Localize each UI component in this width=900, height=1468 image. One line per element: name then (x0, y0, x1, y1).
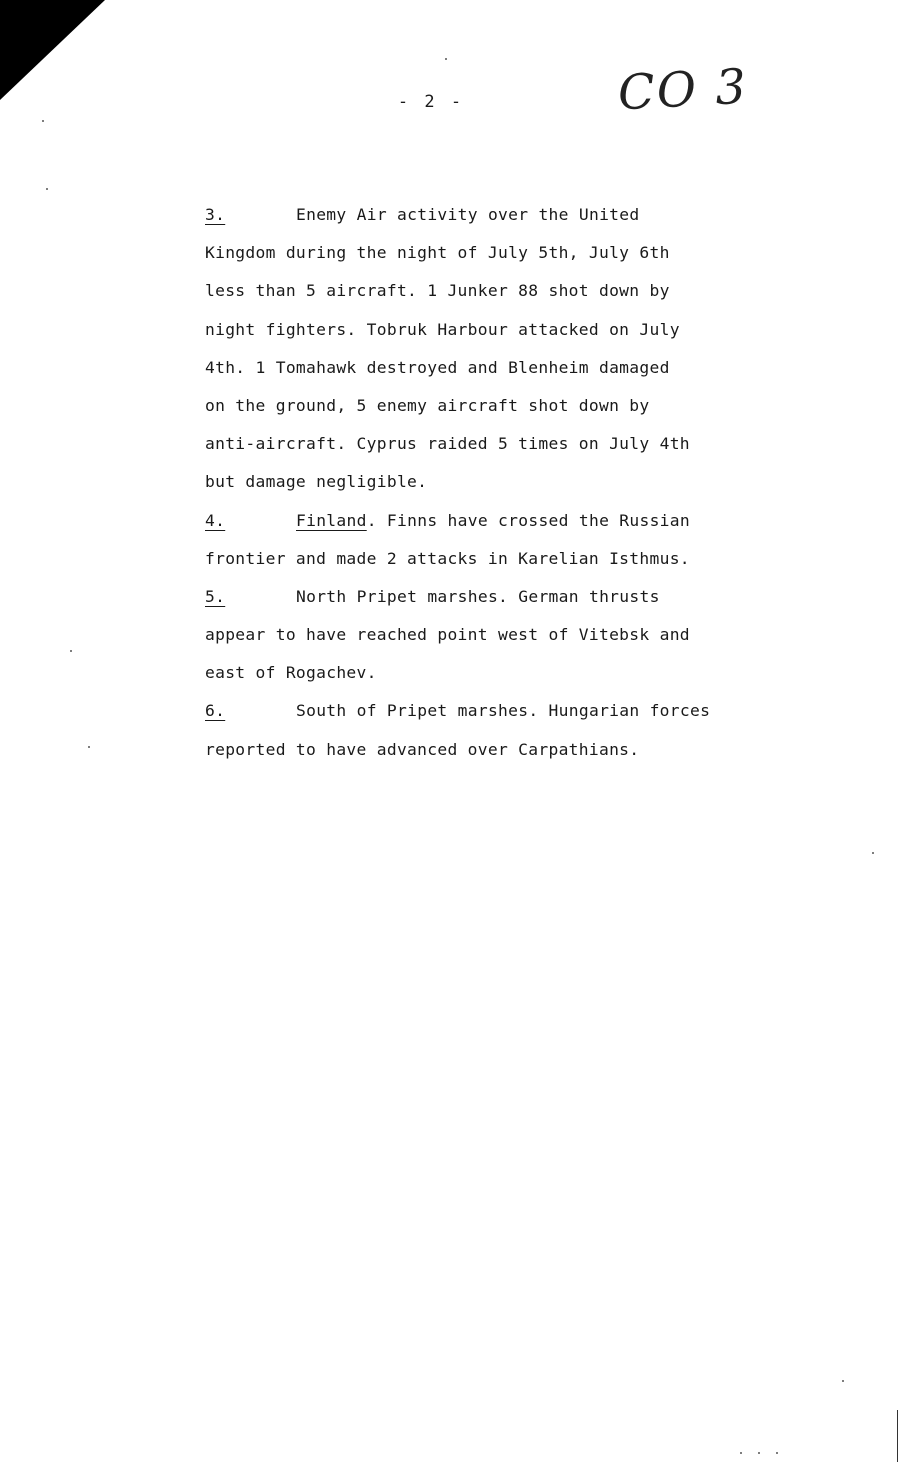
text-line: 4th. 1 Tomahawk destroyed and Blenheim damaged (205, 357, 670, 377)
paragraph-number: 3. (205, 205, 226, 224)
text-line: 5. North Pripet marshes. German thrusts (205, 578, 795, 616)
text-line: but damage negligible. (205, 472, 428, 492)
paragraph-number: 4. (205, 510, 226, 530)
text-line: less than 5 aircraft. 1 Junker 88 shot down by (205, 281, 670, 301)
document-body (205, 196, 795, 769)
text-line: night fighters. Tobruk Harbour attacked on July (205, 319, 680, 339)
text-line: 4. Finland. Finns have crossed the Russian (205, 502, 795, 540)
scan-speck (42, 120, 44, 122)
scan-edge-line (897, 1410, 898, 1462)
scan-speck (445, 58, 447, 60)
scan-speck (740, 1452, 742, 1454)
scan-speck (46, 188, 48, 190)
text-line: frontier and made 2 attacks in Karelian Isthmus. (205, 548, 690, 568)
text-line: east of Rogachev. (205, 663, 377, 683)
text-line: 6. South of Pripet marshes. Hungarian forces (205, 692, 795, 730)
corner-mark (0, 0, 105, 100)
text-line: appear to have reached point west of Vitebsk and (205, 625, 690, 645)
paragraph-6 (205, 692, 795, 768)
text-line: anti-aircraft. Cyprus raided 5 times on July 4th (205, 434, 690, 454)
scan-speck (758, 1452, 760, 1454)
handwritten-reference: CO 3 (616, 58, 750, 122)
paragraph-3 (205, 196, 795, 502)
scan-speck (776, 1452, 778, 1454)
scan-speck (842, 1380, 844, 1382)
page-number: - 2 - (397, 92, 465, 112)
text-line: Kingdom during the night of July 5th, July 6th (205, 243, 670, 263)
paragraph-number: 6. (205, 701, 226, 721)
scan-speck (88, 746, 90, 748)
paragraph-5 (205, 578, 795, 693)
scan-speck (872, 852, 874, 854)
scan-speck (70, 650, 72, 652)
paragraph-heading: Finland (296, 510, 367, 530)
paragraph-4 (205, 502, 795, 578)
paragraph-number: 5. (205, 586, 226, 606)
text-line: reported to have advanced over Carpathians. (205, 739, 640, 759)
text-line: 3. Enemy Air activity over the United (205, 196, 795, 234)
text-line: on the ground, 5 enemy aircraft shot down by (205, 395, 650, 415)
